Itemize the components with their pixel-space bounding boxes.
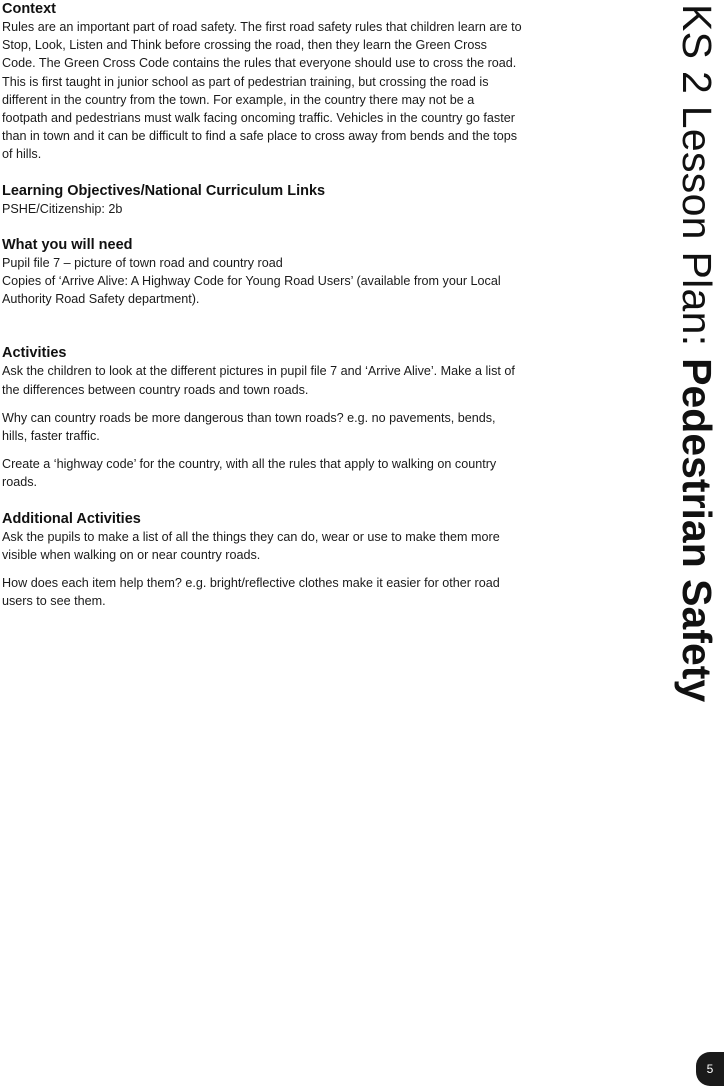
additional-paragraph-2: How does each item help them? e.g. bright/reflective clothes make it easier for other road users to see them. — [2, 576, 500, 609]
context-paragraph: Rules are an important part of road safety. The first road safety rules that children learn are to Stop, Look, Listen and Think before crossing the road, then they learn the Green Cross Code. The Green Cross Code contains the rules that everyone should use to cross the road. This is first taught in junior school as part of pedestrian training, but crossing the road is different in the country from the town. For example, in the country there may not be a footpath and pedestrians must walk facing oncoming traffic. Vehicles in the country go faster than in town and it can be difficult to find a safe place to cross away from bends and the tops of hills. — [2, 20, 522, 162]
objectives-section — [2, 182, 522, 218]
vertical-page-title — [672, 4, 722, 703]
additional-section — [2, 510, 522, 611]
need-section — [2, 236, 522, 309]
need-heading: What you will need — [2, 236, 133, 253]
activities-section — [2, 344, 522, 491]
page-number-badge — [696, 1052, 724, 1086]
activities-heading: Activities — [2, 345, 67, 362]
objectives-paragraph: PSHE/Citizenship: 2b — [2, 201, 123, 216]
objectives-heading: Learning Objectives/National Curriculum Links — [2, 182, 326, 199]
additional-paragraph-1: Ask the pupils to make a list of all the things they can do, wear or use to make them more visible when walking on or near country roads. — [2, 529, 500, 562]
context-section — [2, 0, 522, 164]
additional-heading: Additional Activities — [2, 510, 141, 527]
lesson-content — [2, 0, 522, 610]
context-heading: Context — [2, 1, 56, 17]
activities-paragraph-2: Why can country roads be more dangerous than town roads? e.g. no pavements, bends, hills, faster traffic. — [2, 410, 496, 444]
title-topic: Pedestrian Safety — [674, 358, 720, 703]
page-number: 5 — [706, 1062, 714, 1076]
need-paragraph-2: Copies of ‘Arrive Alive: A Highway Code for Young Road Users’ (available from your Local Authority Road Safety department). — [2, 274, 501, 307]
need-paragraph-1: Pupil file 7 – picture of town road and country road — [2, 255, 283, 270]
title-lesson-plan: KS 2 Lesson Plan: — [674, 4, 720, 359]
activities-paragraph-3: Create a ‘highway code’ for the country, with all the rules that apply to walking on country roads. — [2, 457, 497, 490]
activities-paragraph-1: Ask the children to look at the different pictures in pupil file 7 and ‘Arrive Alive’. Make a list of the differences between country roads and town roads. — [2, 364, 515, 397]
